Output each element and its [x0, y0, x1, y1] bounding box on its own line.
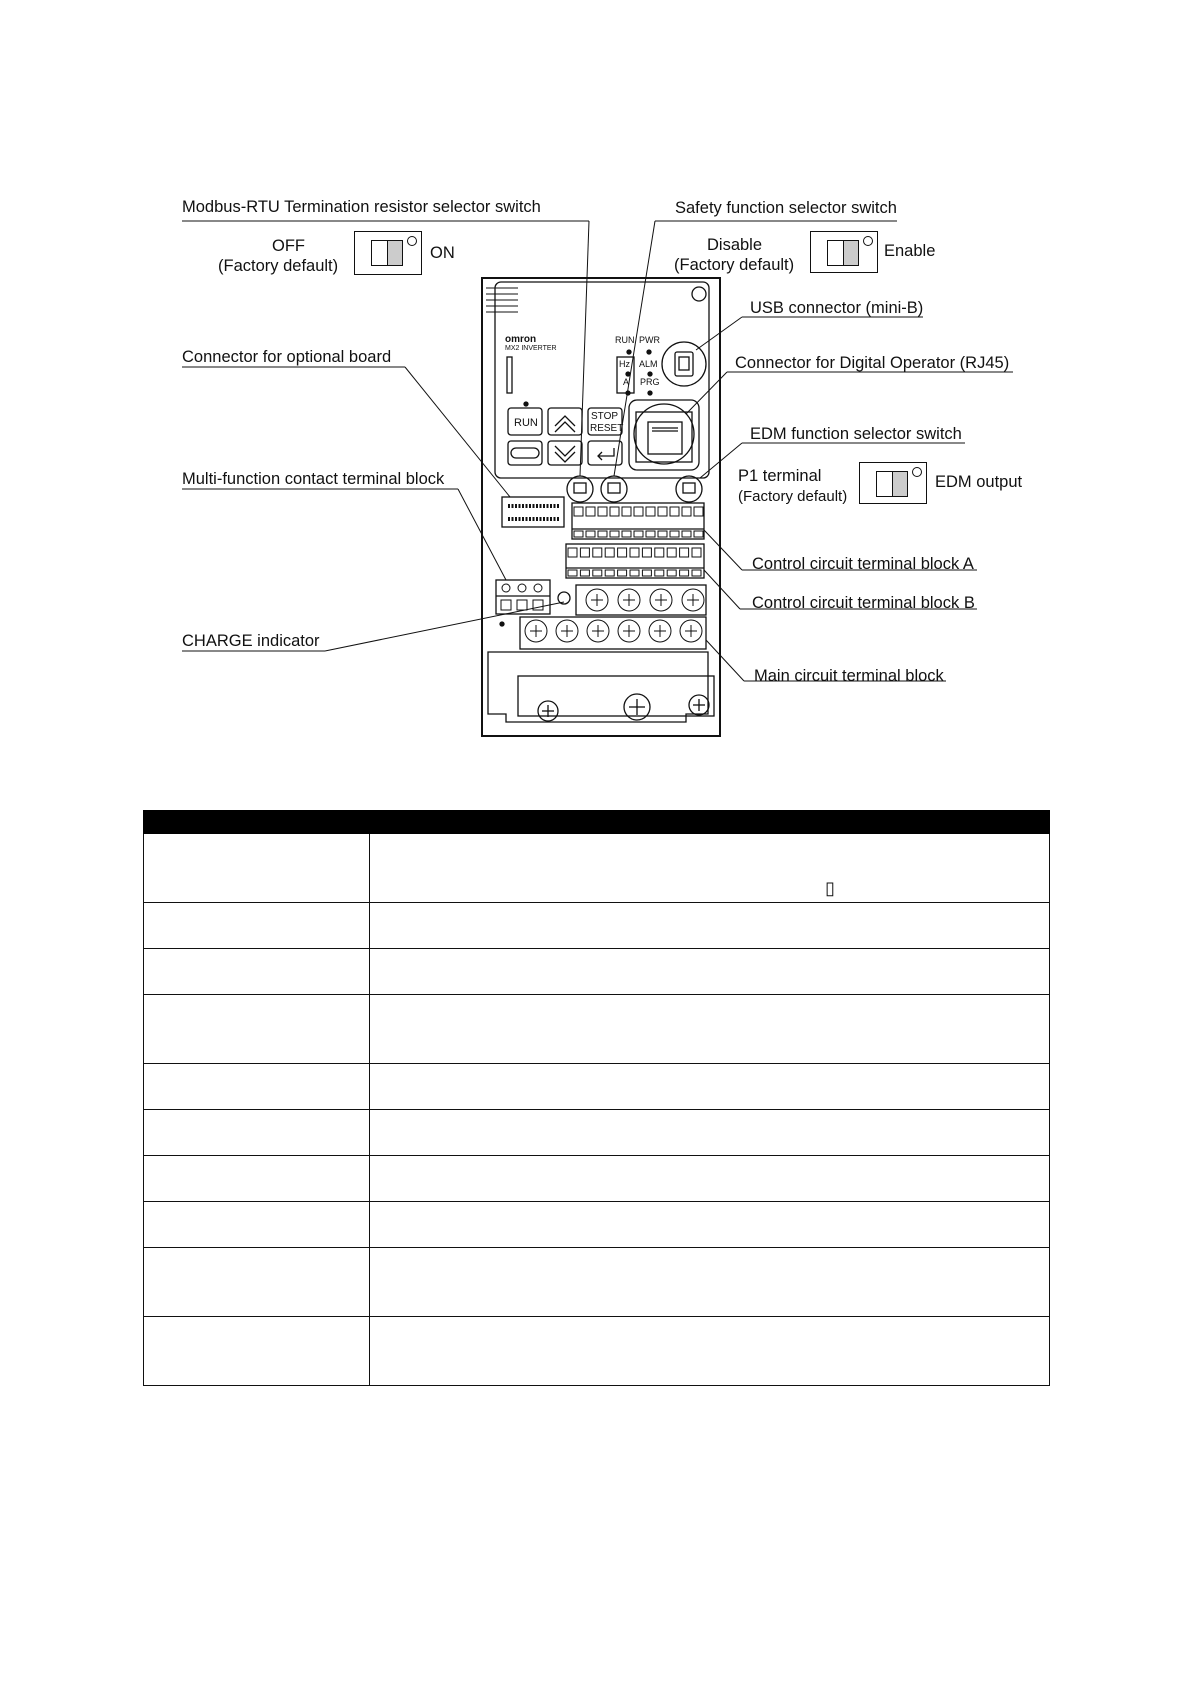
- vent-slots: [486, 288, 518, 312]
- mode-key: [508, 441, 542, 465]
- modbus-on-label: ON: [430, 244, 455, 262]
- safety-dip: [601, 476, 627, 502]
- table-cell-label: [144, 1202, 370, 1248]
- control-a-screw: [574, 507, 583, 516]
- control-a-screw: [682, 507, 691, 516]
- table-row: [144, 1064, 1050, 1110]
- control-b-slot: [593, 570, 602, 576]
- control-b-screw: [667, 548, 676, 557]
- control-b-slot: [580, 570, 589, 576]
- control-a-screw: [610, 507, 619, 516]
- reset-key-label: RESET: [590, 423, 624, 434]
- modbus-dip: [567, 476, 593, 502]
- control-a-screw: [586, 507, 595, 516]
- table-row: [144, 1317, 1050, 1386]
- optional-board-label: Connector for optional board: [182, 348, 392, 366]
- leader-lines: [182, 221, 1013, 681]
- table-marker: ▯: [825, 878, 835, 898]
- control-b-slot: [642, 570, 651, 576]
- brand-logo: omron: [505, 334, 537, 345]
- table-row: [144, 1248, 1050, 1317]
- control-a-slot: [610, 531, 619, 537]
- led-hz-label: Hz: [619, 359, 630, 369]
- table-row: [144, 1202, 1050, 1248]
- modbus-off-label: OFF: [272, 237, 305, 255]
- table-row: [144, 903, 1050, 949]
- control-b-screw: [618, 548, 627, 557]
- safety-enable-label: Enable: [884, 242, 936, 260]
- control-b-screw: [605, 548, 614, 557]
- table-row: [144, 995, 1050, 1064]
- table-cell-label: [144, 903, 370, 949]
- safety-label: Safety function selector switch: [675, 199, 897, 217]
- model-label: MX2 INVERTER: [505, 345, 557, 352]
- edm-label: EDM function selector switch: [750, 425, 962, 443]
- table-cell-description: [370, 949, 1050, 995]
- charge-label: CHARGE indicator: [182, 632, 320, 650]
- control-b-screw: [580, 548, 589, 557]
- safety-disable-label: Disable: [707, 236, 763, 254]
- safety-switch: [810, 231, 878, 273]
- led-alm-label: ALM: [639, 359, 658, 369]
- table-cell-description: [370, 1156, 1050, 1202]
- modbus-switch: [354, 231, 422, 275]
- table-row: [144, 1156, 1050, 1202]
- edm-switch: [859, 462, 927, 504]
- control-a-screw: [646, 507, 655, 516]
- control-block-a: [572, 503, 704, 539]
- ctrl-a-label: Control circuit terminal block A: [752, 555, 974, 573]
- led-prg-label: PRG: [640, 377, 660, 387]
- control-a-slot: [646, 531, 655, 537]
- control-b-slot: [655, 570, 664, 576]
- control-a-slot: [598, 531, 607, 537]
- control-b-slot: [568, 570, 577, 576]
- safety-default-label: (Factory default): [674, 256, 795, 274]
- control-b-screw: [630, 548, 639, 557]
- control-b-screw: [593, 548, 602, 557]
- control-a-screw: [622, 507, 631, 516]
- led-pwr-label: PWR: [639, 335, 660, 345]
- led-run-label: RUN: [615, 335, 635, 345]
- relay-terminal-block: [496, 580, 550, 614]
- usb-label: USB connector (mini-B): [750, 299, 924, 317]
- table-cell-description: [370, 1248, 1050, 1317]
- mount-hole-top: [692, 287, 706, 301]
- control-b-screw: [568, 548, 577, 557]
- control-a-slot: [634, 531, 643, 537]
- table-cell-description: [370, 995, 1050, 1064]
- edm-dip: [676, 476, 702, 502]
- control-a-screw: [694, 507, 703, 516]
- table-cell-description: [370, 1064, 1050, 1110]
- table-cell-description: [370, 1110, 1050, 1156]
- led-a-label: A: [623, 377, 630, 387]
- relay-screw: [502, 584, 510, 592]
- modbus-label: Modbus-RTU Termination resistor selector switch: [182, 198, 541, 216]
- table-cell-description: [370, 834, 1050, 903]
- table-header: [144, 811, 1050, 834]
- control-a-slot: [694, 531, 703, 537]
- control-b-slot: [630, 570, 639, 576]
- enter-key: [588, 441, 622, 465]
- control-a-slot: [622, 531, 631, 537]
- table-cell-description: [370, 903, 1050, 949]
- control-b-slot: [618, 570, 627, 576]
- control-a-slot: [682, 531, 691, 537]
- p1-label: P1 terminal: [738, 467, 822, 485]
- table-row: [144, 949, 1050, 995]
- relay-screw: [518, 584, 526, 592]
- control-a-slot: [670, 531, 679, 537]
- table-cell-description: [370, 1202, 1050, 1248]
- table-cell-label: [144, 1110, 370, 1156]
- rj45-recess: [629, 400, 699, 470]
- control-a-screw: [598, 507, 607, 516]
- table-cell-label: [144, 1064, 370, 1110]
- description-table: [143, 810, 1050, 1386]
- stop-key-label: STOP: [591, 411, 619, 422]
- control-b-screw: [680, 548, 689, 557]
- multi-function-label: Multi-function contact terminal block: [182, 470, 445, 488]
- table-row: [144, 1110, 1050, 1156]
- table-row: [144, 834, 1050, 903]
- control-b-screw: [655, 548, 664, 557]
- table-cell-label: [144, 1317, 370, 1386]
- run-key-label: RUN: [514, 417, 538, 429]
- table-cell-label: [144, 949, 370, 995]
- control-b-screw: [692, 548, 701, 557]
- relay-slot: [517, 600, 527, 610]
- modbus-default-label: (Factory default): [218, 257, 339, 275]
- control-a-slot: [658, 531, 667, 537]
- relay-slot: [501, 600, 511, 610]
- control-a-slot: [574, 531, 583, 537]
- control-a-screw: [670, 507, 679, 516]
- option-connector: [502, 497, 564, 527]
- ctrl-b-label: Control circuit terminal block B: [752, 594, 975, 612]
- control-b-screw: [642, 548, 651, 557]
- table-cell-label: [144, 995, 370, 1064]
- table-cell-label: [144, 834, 370, 903]
- control-a-slot: [586, 531, 595, 537]
- control-b-slot: [667, 570, 676, 576]
- control-b-slot: [605, 570, 614, 576]
- control-b-slot: [692, 570, 701, 576]
- main-circuit-label: Main circuit terminal block: [754, 667, 944, 685]
- p1-default-label: (Factory default): [738, 488, 848, 505]
- table-cell-label: [144, 1248, 370, 1317]
- control-b-slot: [680, 570, 689, 576]
- inverter-illustration: [0, 0, 1192, 760]
- usb-connector: [662, 342, 706, 386]
- table-cell-label: [144, 1156, 370, 1202]
- table-cell-description: [370, 1317, 1050, 1386]
- digital-operator-label: Connector for Digital Operator (RJ45): [735, 354, 1010, 372]
- control-a-screw: [658, 507, 667, 516]
- main-block-lower: [520, 617, 706, 649]
- display-window: [507, 357, 512, 393]
- control-block-b: [566, 544, 704, 578]
- control-a-screw: [634, 507, 643, 516]
- relay-screw: [534, 584, 542, 592]
- edm-output-label: EDM output: [935, 473, 1023, 491]
